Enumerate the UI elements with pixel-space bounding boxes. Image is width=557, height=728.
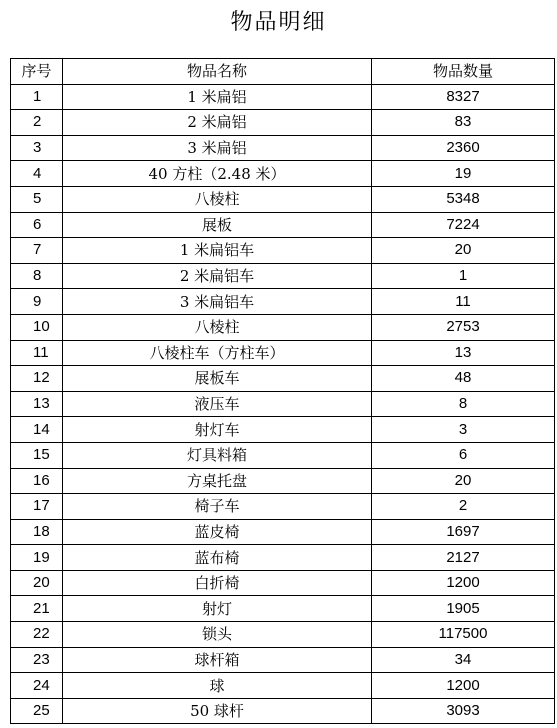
row-seq-cell: 22 xyxy=(11,622,63,648)
table-row xyxy=(11,366,555,392)
row-qty-cell: 19 xyxy=(372,161,555,187)
row-name-cell: 40 方柱（2.48 米） xyxy=(63,161,372,187)
row-seq-cell: 9 xyxy=(11,289,63,315)
row-name-cell: 3 米扁铝车 xyxy=(63,289,372,315)
row-qty-cell: 117500 xyxy=(372,622,555,648)
row-name-cell: 射灯 xyxy=(63,596,372,622)
document-title: 物品明细 xyxy=(230,10,327,35)
row-seq-cell: 5 xyxy=(11,186,63,212)
row-name-cell: 展板车 xyxy=(63,366,372,392)
table-row xyxy=(11,442,555,468)
table-row xyxy=(11,596,555,622)
table-row xyxy=(11,314,555,340)
row-name-cell: 50 球杆 xyxy=(63,698,372,724)
row-qty-cell: 34 xyxy=(372,647,555,673)
table-row xyxy=(11,340,555,366)
table-row xyxy=(11,263,555,289)
row-seq-cell: 2 xyxy=(11,110,63,136)
header-name: 物品名称 xyxy=(63,59,372,85)
row-qty-cell: 3093 xyxy=(372,698,555,724)
row-seq-cell: 14 xyxy=(11,417,63,443)
table-body xyxy=(11,84,555,724)
table-row xyxy=(11,391,555,417)
row-name-cell: 八棱柱 xyxy=(63,186,372,212)
table-row xyxy=(11,110,555,136)
table-row xyxy=(11,186,555,212)
row-name-cell: 液压车 xyxy=(63,391,372,417)
row-seq-cell: 18 xyxy=(11,519,63,545)
row-qty-cell: 1200 xyxy=(372,570,555,596)
row-name-cell: 白折椅 xyxy=(63,570,372,596)
table-row xyxy=(11,289,555,315)
row-qty-cell: 13 xyxy=(372,340,555,366)
row-qty-cell: 6 xyxy=(372,442,555,468)
row-qty-cell: 1697 xyxy=(372,519,555,545)
row-seq-cell: 24 xyxy=(11,673,63,699)
table-row xyxy=(11,212,555,238)
table-row xyxy=(11,698,555,724)
row-seq-cell: 1 xyxy=(11,84,63,110)
row-qty-cell: 48 xyxy=(372,366,555,392)
row-qty-cell: 1200 xyxy=(372,673,555,699)
row-seq-cell: 23 xyxy=(11,647,63,673)
row-name-cell: 2 米扁铝 xyxy=(63,110,372,136)
table-row xyxy=(11,519,555,545)
row-seq-cell: 16 xyxy=(11,468,63,494)
row-qty-cell: 7224 xyxy=(372,212,555,238)
row-seq-cell: 11 xyxy=(11,340,63,366)
row-qty-cell: 3 xyxy=(372,417,555,443)
row-qty-cell: 2 xyxy=(372,494,555,520)
row-name-cell: 灯具料箱 xyxy=(63,442,372,468)
row-seq-cell: 19 xyxy=(11,545,63,571)
table-row xyxy=(11,468,555,494)
header-seq: 序号 xyxy=(11,59,63,85)
row-qty-cell: 83 xyxy=(372,110,555,136)
row-qty-cell: 8 xyxy=(372,391,555,417)
table-header-row xyxy=(11,59,555,85)
row-name-cell: 八棱柱车（方柱车） xyxy=(63,340,372,366)
row-seq-cell: 17 xyxy=(11,494,63,520)
row-qty-cell: 1905 xyxy=(372,596,555,622)
table-row xyxy=(11,417,555,443)
row-name-cell: 锁头 xyxy=(63,622,372,648)
row-name-cell: 1 米扁铝车 xyxy=(63,238,372,264)
row-qty-cell: 20 xyxy=(372,468,555,494)
row-seq-cell: 8 xyxy=(11,263,63,289)
row-name-cell: 蓝皮椅 xyxy=(63,519,372,545)
row-qty-cell: 5348 xyxy=(372,186,555,212)
row-name-cell: 椅子车 xyxy=(63,494,372,520)
row-seq-cell: 6 xyxy=(11,212,63,238)
row-name-cell: 八棱柱 xyxy=(63,314,372,340)
row-qty-cell: 20 xyxy=(372,238,555,264)
row-name-cell: 2 米扁铝车 xyxy=(63,263,372,289)
table-row xyxy=(11,545,555,571)
row-name-cell: 球杆箱 xyxy=(63,647,372,673)
table-row xyxy=(11,135,555,161)
row-seq-cell: 4 xyxy=(11,161,63,187)
row-name-cell: 展板 xyxy=(63,212,372,238)
row-qty-cell: 8327 xyxy=(372,84,555,110)
row-seq-cell: 10 xyxy=(11,314,63,340)
row-name-cell: 射灯车 xyxy=(63,417,372,443)
table-row xyxy=(11,238,555,264)
table-row xyxy=(11,673,555,699)
row-qty-cell: 11 xyxy=(372,289,555,315)
row-qty-cell: 2753 xyxy=(372,314,555,340)
row-qty-cell: 1 xyxy=(372,263,555,289)
row-seq-cell: 20 xyxy=(11,570,63,596)
row-seq-cell: 3 xyxy=(11,135,63,161)
row-name-cell: 方桌托盘 xyxy=(63,468,372,494)
items-table xyxy=(10,58,555,724)
row-seq-cell: 12 xyxy=(11,366,63,392)
row-seq-cell: 15 xyxy=(11,442,63,468)
row-name-cell: 蓝布椅 xyxy=(63,545,372,571)
row-name-cell: 球 xyxy=(63,673,372,699)
row-name-cell: 3 米扁铝 xyxy=(63,135,372,161)
header-qty: 物品数量 xyxy=(372,59,555,85)
row-qty-cell: 2360 xyxy=(372,135,555,161)
row-seq-cell: 7 xyxy=(11,238,63,264)
table-row xyxy=(11,84,555,110)
row-name-cell: 1 米扁铝 xyxy=(63,84,372,110)
row-seq-cell: 13 xyxy=(11,391,63,417)
table-row xyxy=(11,161,555,187)
table-row xyxy=(11,494,555,520)
table-row xyxy=(11,570,555,596)
row-seq-cell: 21 xyxy=(11,596,63,622)
table-row xyxy=(11,647,555,673)
table-row xyxy=(11,622,555,648)
row-seq-cell: 25 xyxy=(11,698,63,724)
row-qty-cell: 2127 xyxy=(372,545,555,571)
